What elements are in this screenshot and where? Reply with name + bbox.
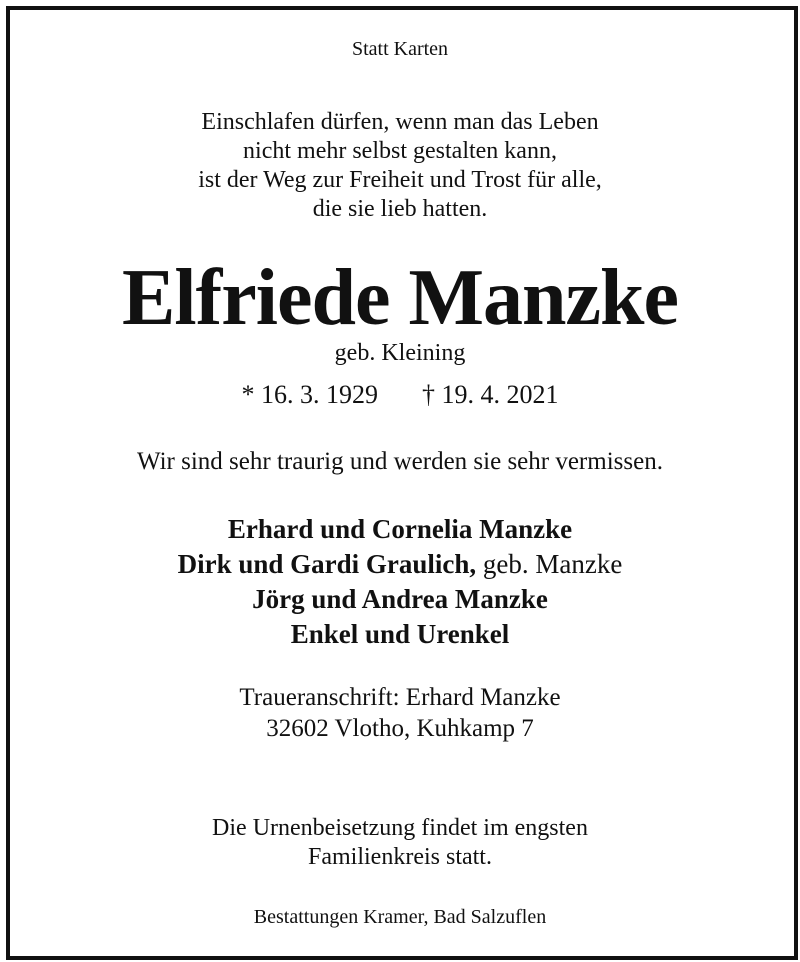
verse-line: Einschlafen dürfen, wenn man das Leben (201, 109, 599, 135)
address-line: Traueranschrift: Erhard Manzke (239, 684, 561, 711)
funeral-home: Bestattungen Kramer, Bad Salzuflen (253, 906, 547, 928)
birth-date: * 16. 3. 1929 (241, 380, 378, 409)
header-text: Statt Karten (351, 38, 449, 60)
verse-line: die sie lieb hatten. (312, 196, 488, 222)
mourners-list (0, 512, 800, 652)
verse (0, 108, 800, 224)
mourner-line: Dirk und Gardi Graulich, geb. Manzke (177, 549, 623, 579)
death-date: † 19. 4. 2021 (422, 380, 559, 409)
mourner-line: Enkel und Urenkel (290, 619, 510, 649)
mourner-line: Erhard und Cornelia Manzke (227, 514, 573, 544)
condolence-message: Wir sind sehr traurig und werden sie sehr vermissen. (137, 448, 663, 475)
verse-line: nicht mehr selbst gestalten kann, (243, 138, 557, 164)
mourning-address (0, 682, 800, 744)
burial-note (0, 814, 800, 872)
burial-note-line: Familienkreis statt. (308, 844, 492, 870)
mourner-line: Jörg und Andrea Manzke (252, 584, 548, 614)
address-line: 32602 Vlotho, Kuhkamp 7 (266, 715, 534, 742)
life-dates (0, 380, 800, 410)
birth-name: geb. Kleining (334, 340, 466, 366)
burial-note-line: Die Urnenbeisetzung findet im engsten (212, 815, 588, 841)
verse-line: ist der Weg zur Freiheit und Trost für alle, (198, 167, 602, 193)
deceased-name: Elfriede Manzke (122, 254, 678, 342)
